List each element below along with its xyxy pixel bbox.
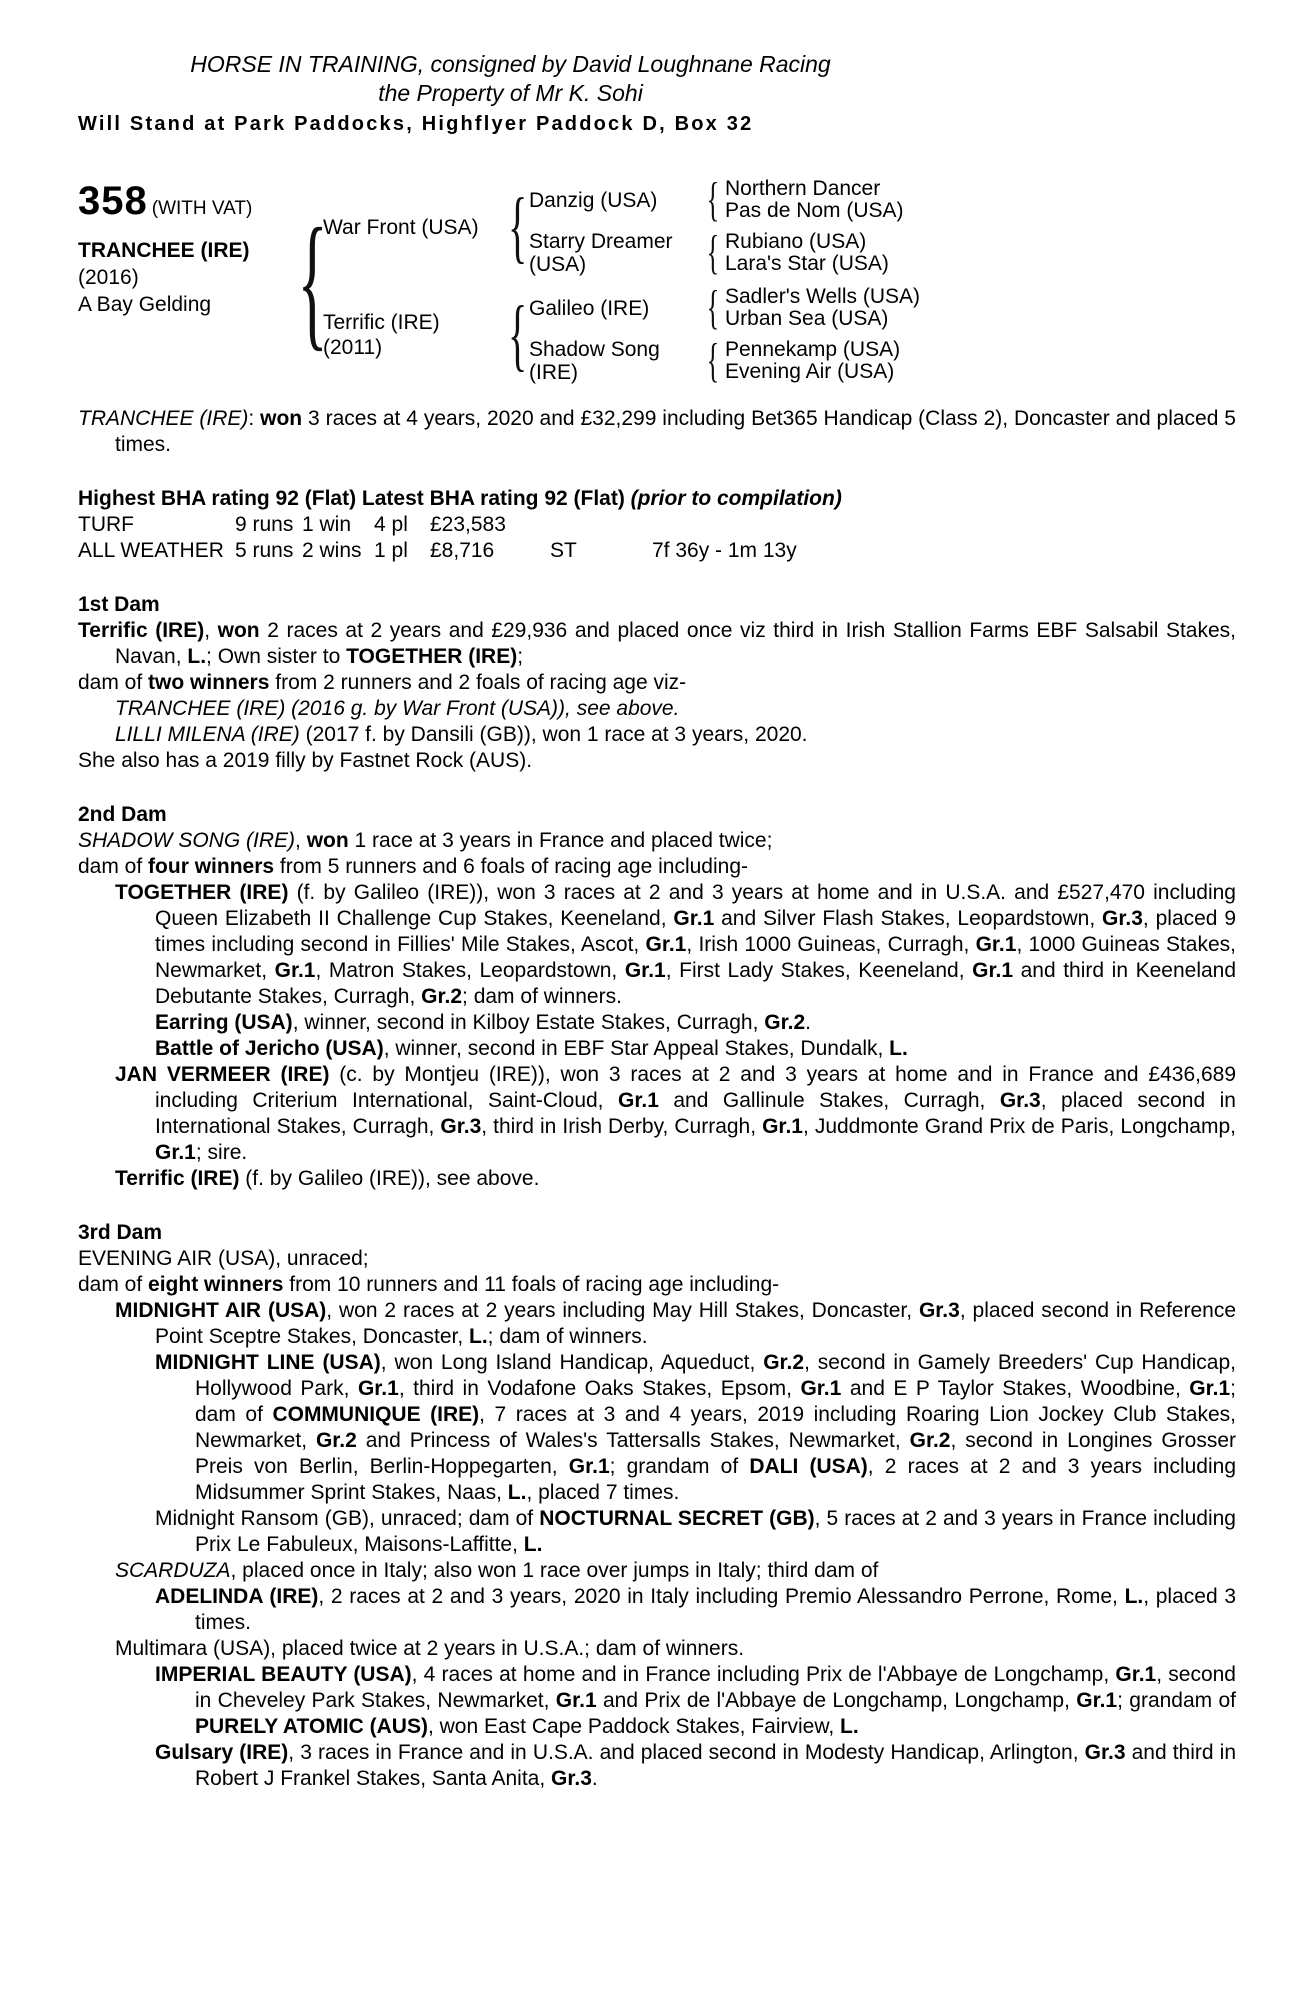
produce-battle-of-jericho: Battle of Jericho (USA), winner, second in EBF Star Appeal Stakes, Dundalk, L. [155, 1037, 908, 1060]
produce-terrific: Terrific (IRE) (f. by Galileo (IRE)), see above. [115, 1167, 540, 1190]
produce-together: TOGETHER (IRE) (f. by Galileo (IRE)), won 3 races at 2 and 3 years at home and in U.S.A. and £527,470 including Queen Elizabeth II Challenge Cup Stakes, Keeneland, Gr.1 and Silver Flash Stakes, Leopardstown, Gr.3, placed 9 times including second in Fillies' Mile Stakes, Ascot, Gr.1, Irish 1000 Guineas, Curragh, Gr.1, 1000 Guineas Stakes, Newmarket, Gr.1, Matron Stakes, Leopardstown, Gr.1, First Lady Stakes, Keeneland, Gr.1 and third in Keeneland Debutante Stakes, Curragh, Gr.2; dam of winners. [115, 881, 1237, 1008]
stats-row-all-weather [78, 538, 1236, 564]
produce-tranchee: TRANCHEE (IRE) (2016 g. by War Front (USA)), see above. [115, 697, 680, 720]
stats-wins: 2 wins [302, 539, 362, 562]
stats-distance [652, 512, 1236, 538]
property-line: the Property of Mr K. Sohi [378, 80, 643, 106]
sire-name: War Front (USA) [323, 215, 479, 239]
dam-branch [323, 286, 920, 384]
sire-sire-branch [529, 178, 904, 222]
produce-imperial-beauty: IMPERIAL BEAUTY (USA), 4 races at home and in France including Prix de l'Abbaye de Longchamp, Gr.1, second in Cheveley Park Stakes, Newmarket, Gr.1 and Prix de l'Abbaye de Longchamp, Longchamp, Gr.1; grandam of PURELY ATOMIC (AUS), won East Cape Paddock Stakes, Fairview, L. [155, 1663, 1236, 1738]
stats-earnings: £23,583 [430, 513, 506, 536]
dam2-produce-intro: dam of four winners from 5 runners and 6 foals of racing age including- [78, 855, 748, 878]
stats-places: 1 pl [374, 539, 408, 562]
produce-scarduza: SCARDUZA, placed once in Italy; also won 1 race over jumps in Italy; third dam of [115, 1559, 879, 1582]
stats-runs: 5 runs [235, 539, 294, 562]
pedigree-brace-dam-icon [501, 323, 529, 347]
stats-places: 4 pl [374, 513, 408, 536]
bha-rating-line: Highest BHA rating 92 (Flat) Latest BHA rating 92 (Flat) (prior to compilation) [78, 487, 842, 510]
section-heading-2nd-dam: 2nd Dam [78, 803, 167, 826]
stats-runs: 9 runs [235, 513, 294, 536]
stats-surface: TURF [78, 513, 134, 536]
dam-name: Terrific (IRE) [323, 311, 440, 334]
produce-jan-vermeer: JAN VERMEER (IRE) (c. by Montjeu (IRE)), won 3 races at 2 and 3 years at home and in France and £436,689 including Criterium International, Saint-Cloud, Gr.1 and Gallinule Stakes, Curragh, Gr.3, placed second in International Stakes, Curragh, Gr.3, third in Irish Derby, Curragh, Gr.1, Juddmonte Grand Prix de Paris, Longchamp, Gr.1; sire. [115, 1063, 1236, 1164]
stats-wins: 1 win [302, 513, 352, 536]
stand-location-line: Will Stand at Park Paddocks, Highflyer Paddock D, Box 32 [78, 113, 754, 135]
horse-name: TRANCHEE (IRE) [78, 239, 250, 262]
produce-midnight-air: MIDNIGHT AIR (USA), won 2 races at 2 years including May Hill Stakes, Doncaster, Gr.3, placed second in Reference Point Sceptre Stakes, Doncaster, L.; dam of winners. [115, 1299, 1236, 1348]
section-heading-1st-dam: 1st Dam [78, 593, 160, 616]
pedigree-brace-icon [701, 188, 725, 212]
dam3-produce-intro: dam of eight winners from 10 runners and 11 foals of racing age including- [78, 1273, 780, 1296]
pedigree-tree [287, 178, 920, 384]
produce-lilli-milena: LILLI MILENA (IRE) (2017 f. by Dansili (GB)), won 1 race at 3 years, 2020. [115, 723, 808, 746]
great-grandparent-name: Urban Sea (USA) [725, 307, 889, 330]
sire-dam-name: Starry Dreamer (USA) [529, 230, 673, 276]
produce-multimara: Multimara (USA), placed twice at 2 years in U.S.A.; dam of winners. [115, 1637, 745, 1660]
stats-distance: 7f 36y - 1m 13y [652, 539, 797, 562]
race-record-summary: TRANCHEE (IRE): won 3 races at 4 years, 2020 and £32,299 including Bet365 Handicap (Class 2), Doncaster and placed 5 times. [78, 407, 1236, 456]
sire-branch [323, 178, 920, 276]
pedigree-brace-sire-icon [501, 215, 529, 239]
page-header [78, 50, 943, 108]
stats-surface: ALL WEATHER [78, 539, 224, 562]
dam-sire-branch [529, 286, 920, 330]
horse-description: A Bay Gelding [78, 293, 212, 316]
sire-dam-branch [529, 230, 904, 276]
stats-extra [550, 512, 652, 538]
dam-dam-name: Shadow Song (IRE) [529, 338, 660, 384]
dam2-shadow-song-para: SHADOW SONG (IRE), won 1 race at 3 years in France and placed twice; [78, 829, 773, 852]
great-grandparent-name: Pennekamp (USA) [725, 338, 901, 361]
stats-earnings: £8,716 [430, 539, 495, 562]
pedigree-section [78, 178, 1236, 384]
dam-name-block [323, 310, 501, 360]
sire-sire-name: Danzig (USA) [529, 188, 658, 212]
pedigree-brace-icon [701, 241, 725, 265]
pedigree-brace-icon [701, 349, 725, 373]
pedigree-brace-icon [701, 296, 725, 320]
great-grandparent-name: Lara's Star (USA) [725, 252, 889, 275]
great-grandparent-name: Sadler's Wells (USA) [725, 285, 920, 308]
lot-number: 358 [78, 179, 148, 223]
produce-midnight-line: MIDNIGHT LINE (USA), won Long Island Handicap, Aqueduct, Gr.2, second in Gamely Breeders' Cup Handicap, Hollywood Park, Gr.1, third in Vodafone Oaks Stakes, Epsom, Gr.1 and E P Taylor Stakes, Woodbine, Gr.1; dam of COMMUNIQUE (IRE), 7 races at 3 and 4 years, 2019 including Roaring Lion Jockey Club Stakes, Newmarket, Gr.2 and Princess of Wales's Tattersalls Stakes, Newmarket, Gr.2, second in Longines Grosser Preis von Berlin, Berlin-Hoppegarten, Gr.1; grandam of DALI (USA), 2 races at 2 and 3 years including Midsummer Sprint Stakes, Naas, L., placed 7 times. [155, 1351, 1237, 1504]
great-grandparent-name: Pas de Nom (USA) [725, 199, 904, 222]
produce-adelinda: ADELINDA (IRE), 2 races at 2 and 3 years, 2020 in Italy including Premio Alessandro Perrone, Rome, L., placed 3 times. [155, 1585, 1236, 1634]
great-grandparent-name: Rubiano (USA) [725, 230, 867, 253]
dam3-evening-air-para: EVENING AIR (USA), unraced; [78, 1247, 369, 1270]
vat-note: (WITH VAT) [151, 198, 253, 219]
produce-earring: Earring (USA), winner, second in Kilboy Estate Stakes, Curragh, Gr.2. [155, 1011, 811, 1034]
lot-block [78, 178, 287, 318]
lot-number-line [78, 179, 287, 223]
consignor-line: HORSE IN TRAINING, consigned by David Loughnane Racing [190, 51, 831, 77]
pedigree-brace-gen1-icon [287, 269, 323, 293]
great-grandparent-name: Northern Dancer [725, 177, 881, 200]
produce-gulsary: Gulsary (IRE), 3 races in France and in U.S.A. and placed second in Modesty Handicap, Arlington, Gr.3 and third in Robert J Frankel Stakes, Santa Anita, Gr.3. [155, 1741, 1236, 1790]
stats-row-turf [78, 512, 1236, 538]
section-heading-3rd-dam: 3rd Dam [78, 1221, 163, 1244]
produce-midnight-ransom: Midnight Ransom (GB), unraced; dam of NOCTURNAL SECRET (GB), 5 races at 2 and 3 years in France including Prix Le Fabuleux, Maisons-Laffitte, L. [155, 1507, 1236, 1556]
dam-dam-branch [529, 338, 920, 384]
race-stats-table [78, 512, 1236, 564]
foal-year: (2016) [78, 266, 139, 289]
great-grandparent-name: Evening Air (USA) [725, 360, 895, 383]
stats-extra: ST [550, 539, 577, 562]
dam1-produce-intro: dam of two winners from 2 runners and 2 foals of racing age viz- [78, 671, 687, 694]
dam1-note: She also has a 2019 filly by Fastnet Rock (AUS). [78, 749, 533, 772]
dam-sire-name: Galileo (IRE) [529, 296, 650, 320]
dam-year: (2011) [323, 336, 383, 359]
dam1-terrific-para: Terrific (IRE), won 2 races at 2 years and £29,936 and placed once viz third in Irish Stallion Farms EBF Salsabil Stakes, Navan, L.; Own sister to TOGETHER (IRE); [78, 619, 1237, 668]
